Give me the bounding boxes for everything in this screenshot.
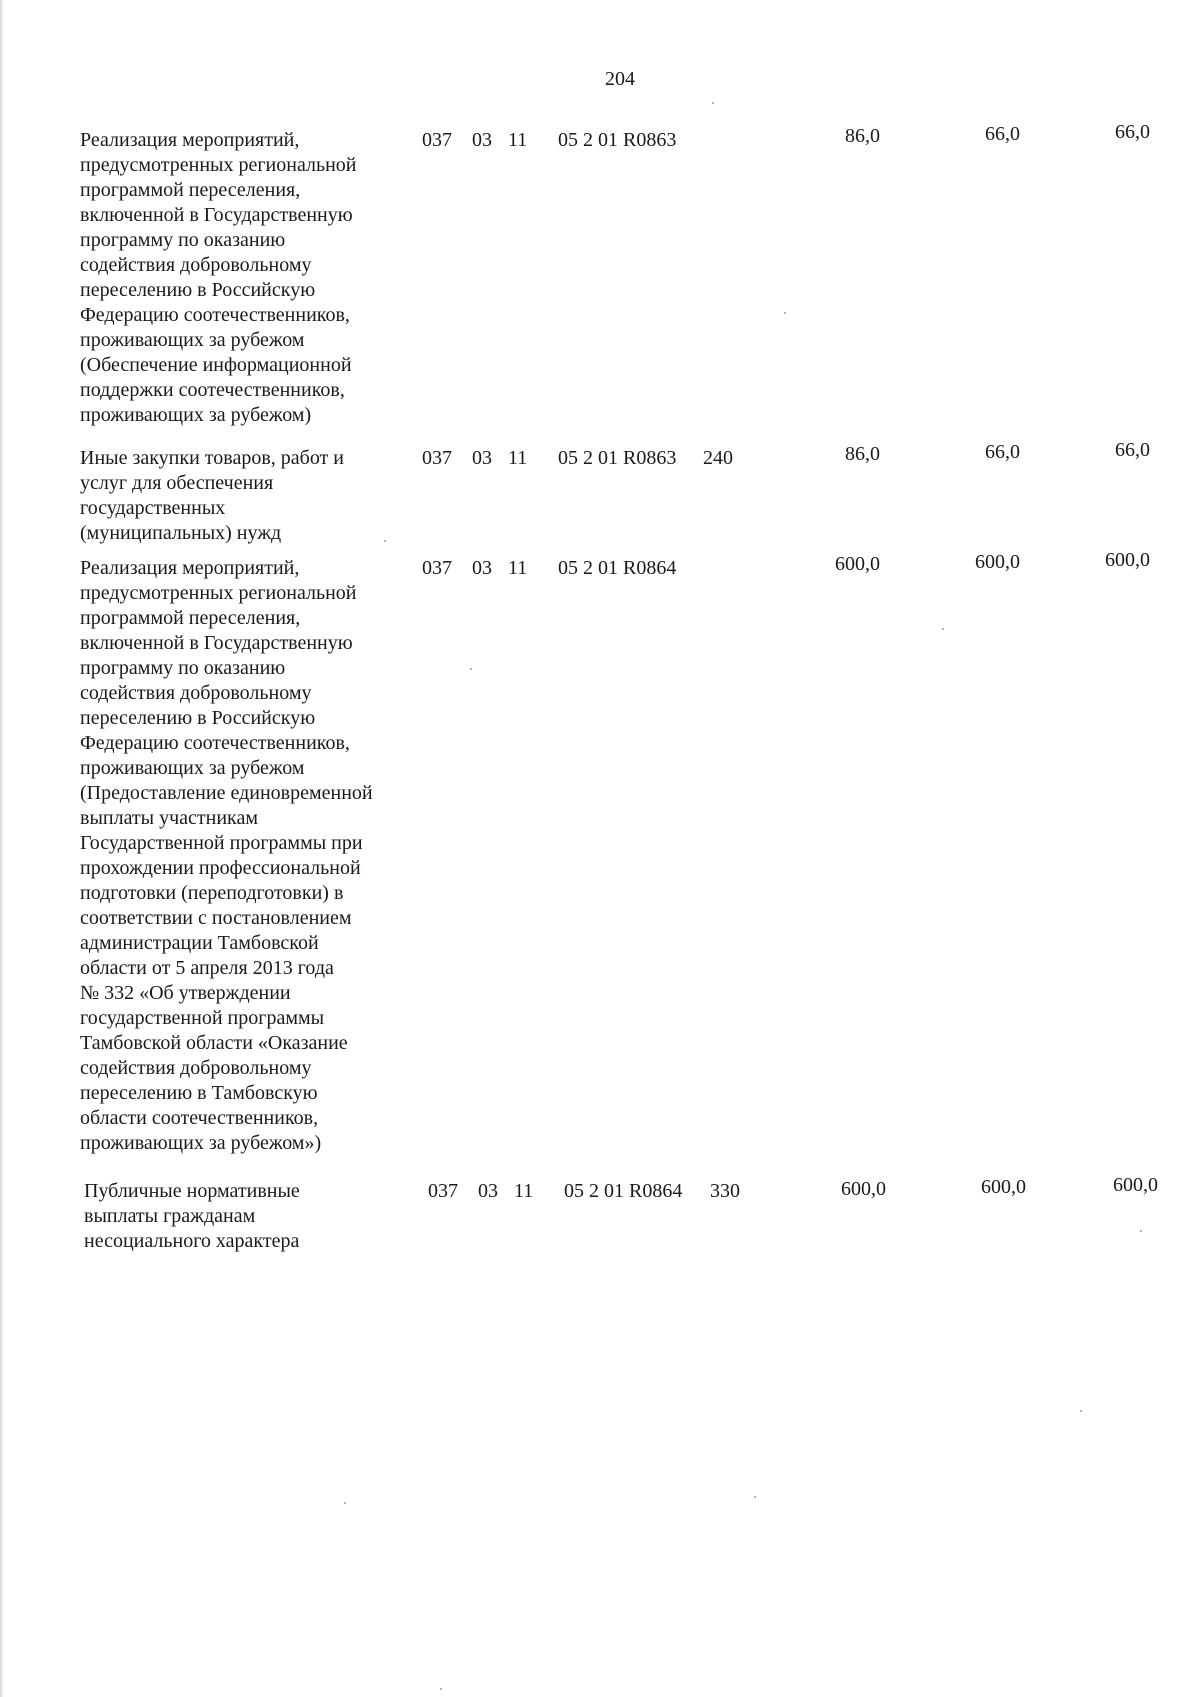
subsection-code: 11 — [508, 557, 528, 579]
target-article-code: 05 2 01 R0864 — [558, 557, 677, 579]
scan-edge-shadow — [0, 0, 4, 1697]
target-article-code: 05 2 01 R0863 — [558, 447, 677, 469]
section-code: 03 — [472, 129, 492, 151]
amount-year-3: 600,0 — [1105, 549, 1150, 571]
section-code: 03 — [472, 447, 492, 469]
subsection-code: 11 — [514, 1180, 534, 1202]
ved-code: 037 — [422, 447, 452, 469]
section-code: 03 — [478, 1180, 498, 1202]
ved-code: 037 — [422, 129, 452, 151]
scan-speck — [712, 102, 714, 104]
amount-year-1: 600,0 — [835, 553, 880, 575]
amount-year-2: 66,0 — [985, 441, 1020, 463]
scan-speck — [344, 1502, 346, 1504]
target-article-code: 05 2 01 R0863 — [558, 129, 677, 151]
scan-speck — [1080, 1410, 1082, 1412]
amount-year-2: 600,0 — [975, 551, 1020, 573]
target-article-code: 05 2 01 R0864 — [564, 1180, 683, 1202]
expense-type-code: 240 — [703, 447, 733, 469]
page-number: 204 — [605, 68, 635, 90]
amount-year-3: 66,0 — [1115, 439, 1150, 461]
scan-speck — [1140, 1230, 1142, 1232]
amount-year-2: 66,0 — [985, 123, 1020, 145]
row-description: Иные закупки товаров, работ и услуг для обеспечения государственных (муниципальных) нужд — [80, 447, 345, 544]
ved-code: 037 — [428, 1180, 458, 1202]
amount-year-2: 600,0 — [981, 1176, 1026, 1198]
subsection-code: 11 — [508, 447, 528, 469]
subsection-code: 11 — [508, 129, 528, 151]
scan-speck — [470, 668, 472, 670]
amount-year-1: 86,0 — [845, 443, 880, 465]
row-description: Публичные нормативные выплаты гражданам несоциального характера — [84, 1180, 300, 1252]
scan-speck — [384, 540, 386, 542]
ved-code: 037 — [422, 557, 452, 579]
expense-type-code: 330 — [710, 1180, 740, 1202]
amount-year-1: 86,0 — [845, 125, 880, 147]
scan-speck — [754, 1496, 756, 1498]
row-description: Реализация мероприятий, предусмотренных региональной программой переселения, включенной в Государственную программу по оказанию содействия добровольному переселению в Российскую Федерацию соотечественников, проживающих за рубежом (Предоставление единовременной выплаты участникам Государственной программы при прохождении профессиональной подготовки (переподготовки) в соответствии с постановлением администрации Тамбовской области от 5 апреля 2013 года № 332 «Об утверждении государственной программы Тамбовской области «Оказание содействия добровольному переселению в Тамбовскую области соотечественников, проживающих за рубежом») — [80, 557, 373, 1154]
scan-speck — [784, 312, 786, 314]
scan-speck — [942, 628, 944, 630]
row-description: Реализация мероприятий, предусмотренных региональной программой переселения, включенной в Государственную программу по оказанию содействия добровольному переселению в Российскую Федерацию соотечественников, проживающих за рубежом (Обеспечение информационной поддержки соотечественников, проживающих за рубежом) — [80, 129, 357, 426]
amount-year-3: 600,0 — [1113, 1174, 1158, 1196]
section-code: 03 — [472, 557, 492, 579]
amount-year-1: 600,0 — [841, 1178, 886, 1200]
amount-year-3: 66,0 — [1115, 121, 1150, 143]
scan-speck — [440, 1688, 442, 1690]
